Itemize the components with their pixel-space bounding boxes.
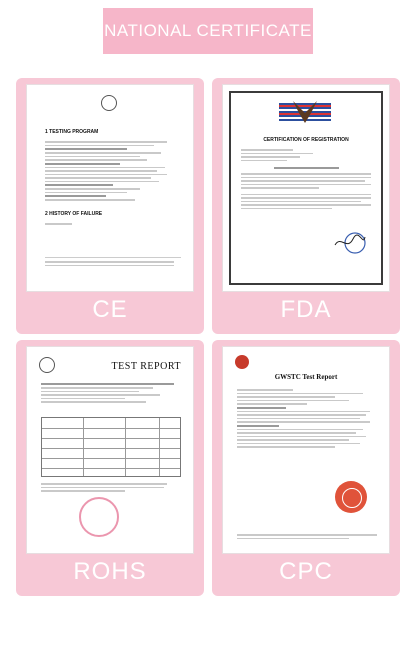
certificate-card-ce[interactable] (16, 78, 204, 334)
official-seal-icon (335, 481, 367, 513)
certificate-label-cpc: CPC (279, 558, 333, 585)
doc-heading: TEST REPORT (111, 361, 181, 372)
doc-heading: 1 TESTING PROGRAM (45, 129, 99, 135)
doc-footer (45, 257, 181, 271)
eagle-flag-icon (279, 99, 331, 125)
banner (103, 8, 313, 54)
certificate-document-fda (222, 84, 390, 292)
certificate-document-rohs (26, 346, 194, 554)
seal-stamp-icon (79, 497, 119, 537)
certificate-document-ce (26, 84, 194, 292)
signature-stamp-icon (333, 231, 367, 255)
doc-lines (237, 387, 377, 450)
doc-lines (41, 381, 181, 405)
doc-lines (241, 147, 371, 211)
certificate-label-fda: FDA (280, 296, 332, 323)
tuv-logo-icon (101, 95, 117, 111)
gwstc-logo-icon (235, 355, 249, 369)
doc-lines (45, 139, 181, 203)
results-table (41, 417, 181, 477)
bureau-veritas-logo-icon (39, 357, 55, 373)
doc-heading-2: 2 HISTORY OF FAILURE (45, 211, 103, 217)
doc-heading: GWSTC Test Report (274, 373, 338, 381)
certificate-label-rohs: ROHS (73, 558, 147, 585)
certificate-card-cpc[interactable] (212, 340, 400, 596)
certificate-card-rohs[interactable] (16, 340, 204, 596)
certificate-document-cpc (222, 346, 390, 554)
doc-heading: CERTIFICATION OF REGISTRATION (263, 137, 349, 143)
certificate-card-fda[interactable] (212, 78, 400, 334)
certificate-label-ce: CE (92, 296, 128, 323)
banner-title: NATIONAL CERTIFICATE (104, 21, 312, 40)
